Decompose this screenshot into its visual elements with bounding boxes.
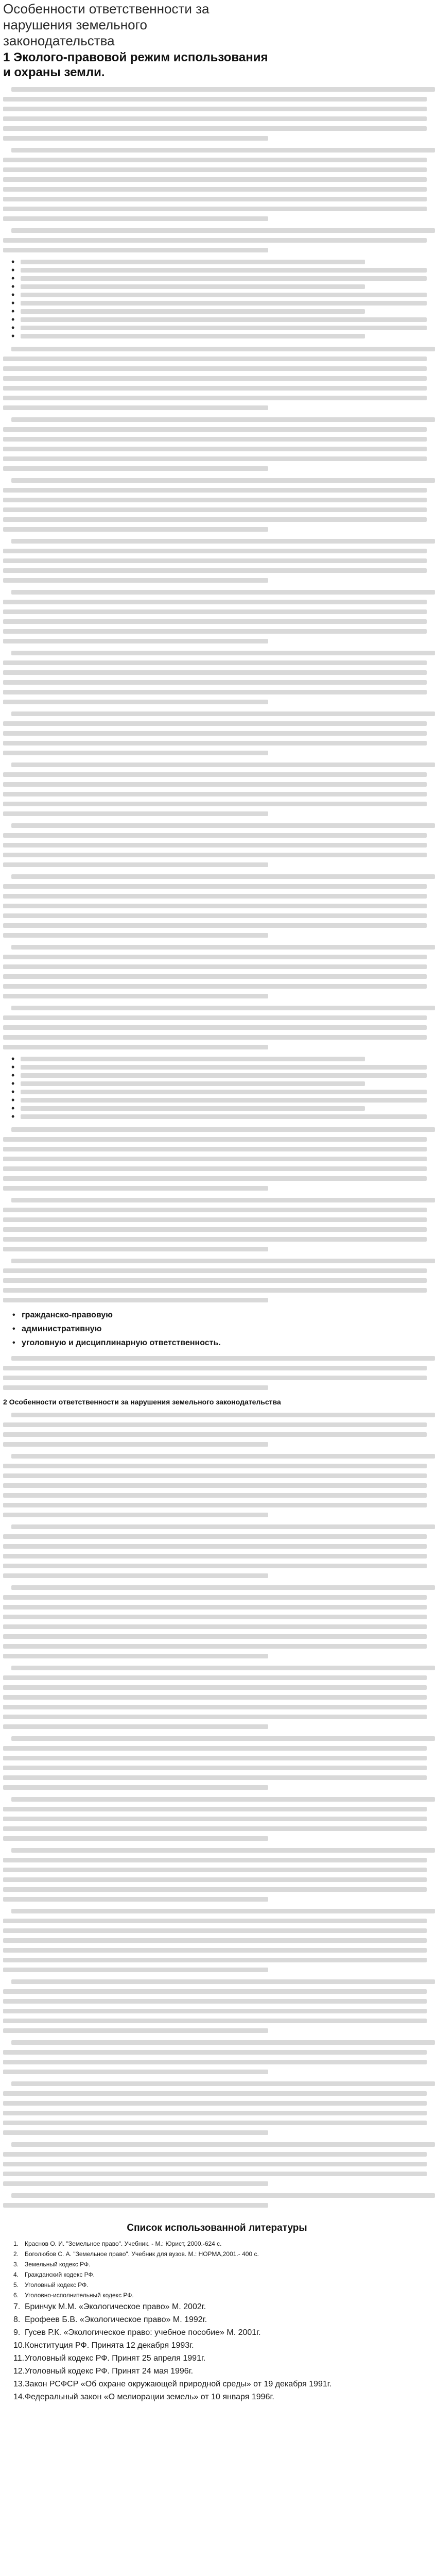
text-line-placeholder [21, 326, 427, 330]
text-line-placeholder [3, 913, 427, 918]
list-item: • административную [10, 1324, 431, 1335]
text-line-placeholder [3, 1045, 268, 1049]
text-line-placeholder [3, 1928, 427, 1933]
paragraph-placeholder [3, 1585, 431, 1658]
text-line-placeholder [3, 177, 427, 182]
text-line-placeholder [3, 1464, 427, 1468]
paragraph-placeholder [3, 651, 431, 704]
text-line-placeholder [3, 1513, 268, 1517]
reference-item: Гражданский кодекс РФ. [25, 2271, 95, 2278]
text-line-placeholder [21, 268, 427, 273]
text-line-placeholder [3, 248, 268, 252]
text-line-placeholder [3, 741, 427, 745]
text-line-placeholder [3, 1278, 427, 1283]
text-line-placeholder [11, 874, 435, 879]
text-line-placeholder [3, 1807, 427, 1811]
document-title: Особенности ответственности за нарушения земельного законодательства [3, 1, 210, 48]
text-line-placeholder [3, 2121, 427, 2125]
text-line-placeholder [11, 2081, 435, 2086]
paragraph-placeholder [3, 1736, 431, 1790]
text-line-placeholder [21, 309, 365, 314]
text-line-placeholder [3, 2181, 268, 2186]
reference-item: Закон РСФСР «Об охране окружающей природной среды» от 19 декабря 1991г. [25, 2380, 332, 2388]
text-line-placeholder [3, 158, 427, 162]
paragraph-placeholder [3, 762, 431, 816]
text-line-placeholder [3, 811, 268, 816]
text-line-placeholder [3, 1298, 268, 1302]
reference-item: Гусев Р.К. «Экологическое право: учебное пособие» М. 2001г. [25, 2328, 261, 2337]
text-line-placeholder [3, 1366, 427, 1370]
liability-types-list [10, 1310, 431, 1349]
text-line-placeholder [3, 366, 427, 371]
list-item [10, 1106, 431, 1111]
bullet-list [10, 260, 431, 338]
text-line-placeholder [21, 1090, 427, 1094]
text-line-placeholder [3, 207, 427, 211]
text-line-placeholder [3, 670, 427, 675]
text-line-placeholder [3, 187, 427, 192]
paragraph-placeholder [3, 1198, 431, 1251]
text-line-placeholder [3, 2152, 427, 2157]
text-line-placeholder [11, 651, 435, 655]
bullet-list [10, 1057, 431, 1119]
text-line-placeholder [3, 600, 427, 604]
text-line-placeholder [3, 1938, 427, 1943]
text-line-placeholder [3, 923, 427, 928]
text-line-placeholder [3, 1695, 427, 1700]
text-line-placeholder [3, 1503, 427, 1507]
text-line-placeholder [11, 1198, 435, 1202]
reference-item: Боголюбов С. А. "Земельное право". Учебник для вузов. М.: НОРМА,2001.- 400 с. [25, 2250, 259, 2258]
paragraph-placeholder [3, 1413, 431, 1447]
text-line-placeholder [21, 293, 427, 297]
list-item [10, 260, 431, 264]
text-line-placeholder [3, 2091, 427, 2096]
paragraph-placeholder [3, 945, 431, 998]
list-item [10, 276, 431, 281]
text-line-placeholder [3, 2203, 268, 2208]
paragraph-placeholder [3, 2040, 431, 2074]
list-item [10, 1081, 431, 1086]
reference-item: Бринчук М.М. «Экологическое право» М. 2002г. [25, 2302, 206, 2311]
text-line-placeholder [3, 1015, 427, 1020]
text-line-placeholder [3, 619, 427, 624]
text-line-placeholder [3, 2050, 427, 2055]
list-item [10, 334, 431, 338]
text-line-placeholder [3, 1715, 427, 1719]
paragraph-placeholder [3, 590, 431, 643]
text-line-placeholder [3, 2019, 427, 2023]
text-line-placeholder [3, 721, 427, 726]
text-line-placeholder [3, 1868, 427, 1872]
text-line-placeholder [3, 578, 268, 583]
text-line-placeholder [3, 1785, 268, 1790]
text-line-placeholder [3, 1268, 427, 1273]
text-line-placeholder [3, 97, 427, 101]
text-line-placeholder [3, 1432, 427, 1437]
text-line-placeholder [11, 1848, 435, 1853]
text-line-placeholder [3, 1176, 427, 1181]
reference-item: Ерофеев Б.В. «Экологическое право» М. 1992г. [25, 2315, 207, 2324]
list-item [10, 309, 431, 314]
paragraph-placeholder [3, 148, 431, 221]
text-line-placeholder [3, 1654, 268, 1658]
paragraph-placeholder [3, 87, 431, 141]
text-line-placeholder [21, 276, 427, 281]
text-line-placeholder [3, 1826, 427, 1831]
text-line-placeholder [3, 488, 427, 493]
text-line-placeholder [3, 437, 427, 442]
paragraph-placeholder [3, 1666, 431, 1729]
paragraph-placeholder [3, 417, 431, 471]
paragraph-placeholder [3, 711, 431, 755]
text-line-placeholder [11, 2193, 435, 2198]
text-line-placeholder [3, 2162, 427, 2166]
text-line-placeholder [21, 334, 365, 338]
text-line-placeholder [3, 116, 427, 121]
text-line-placeholder [3, 984, 427, 989]
text-line-placeholder [3, 2111, 427, 2115]
text-line-placeholder [21, 260, 365, 264]
text-line-placeholder [3, 690, 427, 694]
text-line-placeholder [3, 1897, 268, 1902]
text-line-placeholder [11, 590, 435, 595]
paragraph-placeholder [3, 2193, 431, 2208]
list-item [10, 1098, 431, 1103]
paragraph-placeholder [3, 228, 431, 252]
text-line-placeholder [11, 1736, 435, 1741]
text-line-placeholder [3, 167, 427, 172]
text-line-placeholder [11, 2040, 435, 2045]
text-line-placeholder [3, 447, 427, 451]
text-line-placeholder [3, 1237, 427, 1242]
list-item [10, 326, 431, 330]
text-line-placeholder [3, 1919, 427, 1923]
text-line-placeholder [21, 1114, 427, 1119]
text-line-placeholder [3, 498, 427, 502]
text-line-placeholder [3, 1035, 427, 1040]
list-item [10, 1065, 431, 1070]
paragraph-placeholder [3, 874, 431, 938]
paragraph-placeholder [3, 1979, 431, 2033]
text-line-placeholder [3, 1766, 427, 1770]
text-line-placeholder [3, 1208, 427, 1212]
text-line-placeholder [3, 1385, 268, 1390]
text-line-placeholder [3, 1166, 427, 1171]
text-line-placeholder [3, 1186, 268, 1191]
text-line-placeholder [3, 1775, 427, 1780]
paragraph-placeholder [3, 347, 431, 410]
list-item [10, 293, 431, 297]
text-line-placeholder [3, 772, 427, 777]
text-line-placeholder [3, 974, 427, 979]
section-heading-1: 1 Эколого-правовой режим использования [3, 50, 268, 64]
text-line-placeholder [3, 894, 427, 899]
text-line-placeholder [3, 517, 427, 522]
paragraph-placeholder [3, 2142, 431, 2186]
text-line-placeholder [3, 731, 427, 736]
text-line-placeholder [11, 1127, 435, 1132]
text-line-placeholder [21, 1106, 365, 1111]
text-line-placeholder [3, 1217, 427, 1222]
text-line-placeholder [3, 1247, 268, 1251]
text-line-placeholder [21, 1057, 365, 1061]
text-line-placeholder [3, 1877, 427, 1882]
text-line-placeholder [11, 945, 435, 950]
text-line-placeholder [3, 1817, 427, 1821]
text-line-placeholder [3, 1644, 427, 1649]
text-line-placeholder [3, 629, 427, 634]
text-line-placeholder [3, 782, 427, 787]
paragraph-placeholder [3, 1909, 431, 1972]
text-line-placeholder [11, 1666, 435, 1670]
text-line-placeholder [3, 680, 427, 685]
text-line-placeholder [3, 639, 268, 643]
paragraph-placeholder [3, 1006, 431, 1049]
text-line-placeholder [3, 1554, 427, 1558]
text-line-placeholder [3, 527, 268, 532]
text-line-placeholder [3, 107, 427, 111]
text-line-placeholder [3, 386, 427, 391]
text-line-placeholder [3, 1483, 427, 1488]
text-line-placeholder [3, 1147, 427, 1151]
text-line-placeholder [3, 1573, 268, 1578]
text-line-placeholder [3, 1564, 427, 1568]
text-line-placeholder [3, 549, 427, 553]
text-line-placeholder [3, 853, 427, 857]
text-line-placeholder [11, 1797, 435, 1802]
text-line-placeholder [3, 1227, 427, 1232]
text-line-placeholder [3, 1376, 427, 1380]
text-line-placeholder [3, 1724, 268, 1729]
text-line-placeholder [3, 197, 427, 201]
text-line-placeholder [11, 823, 435, 828]
text-line-placeholder [3, 1025, 427, 1030]
text-line-placeholder [3, 396, 427, 400]
text-line-placeholder [3, 1605, 427, 1609]
text-line-placeholder [3, 357, 427, 361]
text-line-placeholder [3, 1675, 427, 1680]
text-line-placeholder [3, 1624, 427, 1629]
text-line-placeholder [3, 1836, 268, 1841]
text-line-placeholder [21, 1098, 427, 1103]
text-line-placeholder [3, 1634, 427, 1639]
text-line-placeholder [3, 216, 268, 221]
text-line-placeholder [3, 1756, 427, 1760]
text-line-placeholder [11, 417, 435, 422]
text-line-placeholder [3, 1948, 427, 1953]
text-line-placeholder [3, 1968, 268, 1972]
text-line-placeholder [21, 317, 427, 322]
text-line-placeholder [3, 136, 268, 141]
section-heading-1-subtitle: и охраны земли. [3, 65, 105, 79]
text-line-placeholder [3, 2070, 268, 2074]
paragraph-placeholder [3, 1848, 431, 1902]
reference-item: Федеральный закон «О мелиорации земель» от 10 января 1996г. [25, 2393, 274, 2401]
text-line-placeholder [3, 507, 427, 512]
section-heading-2: 2 Особенности ответственности за нарушения земельного законодательства [3, 1398, 281, 1406]
reference-item: Уголовно-исполнительный кодекс РФ. [25, 2292, 134, 2299]
text-line-placeholder [3, 1157, 427, 1161]
text-line-placeholder [11, 1356, 435, 1361]
text-line-placeholder [3, 238, 427, 243]
text-line-placeholder [11, 2142, 435, 2147]
list-item [10, 268, 431, 273]
text-line-placeholder [21, 301, 427, 306]
references-list [13, 2240, 431, 2402]
text-line-placeholder [3, 568, 427, 573]
text-line-placeholder [3, 2172, 427, 2176]
paragraph-placeholder [3, 539, 431, 583]
text-line-placeholder [3, 1705, 427, 1709]
list-item [10, 1073, 431, 1078]
text-line-placeholder [3, 792, 427, 796]
text-line-placeholder [3, 1958, 427, 1962]
paragraph-placeholder [3, 823, 431, 867]
text-line-placeholder [3, 1746, 427, 1751]
paragraph-placeholder [3, 478, 431, 532]
text-line-placeholder [3, 126, 427, 131]
reference-item: Уголовный кодекс РФ. [25, 2281, 89, 2289]
text-line-placeholder [3, 1544, 427, 1549]
text-line-placeholder [3, 955, 427, 959]
text-line-placeholder [11, 1979, 435, 1984]
text-line-placeholder [3, 1858, 427, 1862]
section-1-body-continued [3, 1356, 431, 1390]
text-line-placeholder [11, 1413, 435, 1417]
text-line-placeholder [3, 1999, 427, 2004]
paragraph-placeholder [3, 1797, 431, 1841]
text-line-placeholder [3, 1473, 427, 1478]
text-line-placeholder [3, 904, 427, 908]
reference-item: Земельный кодекс РФ. [25, 2261, 91, 2268]
list-item [10, 301, 431, 306]
text-line-placeholder [11, 1909, 435, 1913]
text-line-placeholder [11, 711, 435, 716]
list-item [10, 1057, 431, 1061]
section-1-body [3, 87, 431, 1302]
text-line-placeholder [3, 609, 427, 614]
list-item [10, 1090, 431, 1094]
paragraph-placeholder [3, 1356, 431, 1390]
text-line-placeholder [3, 1685, 427, 1690]
text-line-placeholder [3, 1989, 427, 1994]
text-line-placeholder [3, 933, 268, 938]
text-line-placeholder [21, 1073, 427, 1078]
text-line-placeholder [3, 427, 427, 432]
paragraph-placeholder [3, 1524, 431, 1578]
text-line-placeholder [3, 1595, 427, 1600]
list-item [10, 284, 431, 289]
text-line-placeholder [3, 2101, 427, 2106]
text-line-placeholder [3, 1493, 427, 1498]
reference-item: Уголовный кодекс РФ. Принят 24 мая 1996г. [25, 2367, 194, 2376]
text-line-placeholder [3, 1534, 427, 1539]
text-line-placeholder [3, 1137, 427, 1142]
text-line-placeholder [3, 833, 427, 838]
text-line-placeholder [11, 228, 435, 233]
paragraph-placeholder [3, 1454, 431, 1517]
paragraph-placeholder [3, 1259, 431, 1302]
text-line-placeholder [3, 964, 427, 969]
text-line-placeholder [3, 2028, 268, 2033]
text-line-placeholder [21, 1081, 365, 1086]
list-item: • уголовную и дисциплинарную ответственность. [10, 1337, 431, 1349]
text-line-placeholder [3, 2130, 268, 2135]
list-item [10, 1114, 431, 1119]
paragraph-placeholder [3, 1127, 431, 1191]
text-line-placeholder [3, 1288, 427, 1293]
text-line-placeholder [3, 2060, 427, 2064]
text-line-placeholder [3, 884, 427, 889]
text-line-placeholder [11, 1454, 435, 1459]
text-line-placeholder [21, 284, 365, 289]
text-line-placeholder [3, 376, 427, 381]
text-line-placeholder [3, 660, 427, 665]
section-2-body [3, 1413, 431, 2208]
paragraph-placeholder [3, 2081, 431, 2135]
reference-item: Конституция РФ. Принята 12 декабря 1993г. [25, 2341, 194, 2350]
text-line-placeholder [3, 1442, 268, 1447]
text-line-placeholder [3, 558, 427, 563]
reference-item: Краснов О. И. "Земельное право". Учебник. - М.: Юрист, 2000.-624 с. [25, 2240, 222, 2247]
text-line-placeholder [3, 1422, 427, 1427]
text-line-placeholder [3, 843, 427, 848]
text-line-placeholder [21, 1065, 427, 1070]
list-item [10, 317, 431, 322]
reference-item: Уголовный кодекс РФ. Принят 25 апреля 1991г. [25, 2354, 206, 2363]
text-line-placeholder [11, 1006, 435, 1010]
text-line-placeholder [11, 87, 435, 92]
text-line-placeholder [3, 700, 268, 704]
text-line-placeholder [11, 539, 435, 544]
list-item: • гражданско-правовую [10, 1310, 431, 1321]
references-title: Список использованной литературы [127, 2223, 307, 2233]
text-line-placeholder [3, 1615, 427, 1619]
text-line-placeholder [11, 762, 435, 767]
text-line-placeholder [3, 466, 268, 471]
text-line-placeholder [11, 1524, 435, 1529]
text-line-placeholder [3, 1887, 427, 1892]
text-line-placeholder [3, 994, 268, 998]
text-line-placeholder [3, 751, 268, 755]
text-line-placeholder [11, 1585, 435, 1590]
text-line-placeholder [3, 2009, 427, 2013]
text-line-placeholder [3, 405, 268, 410]
text-line-placeholder [11, 478, 435, 483]
text-line-placeholder [11, 1259, 435, 1263]
text-line-placeholder [3, 802, 427, 806]
text-line-placeholder [11, 347, 435, 351]
text-line-placeholder [3, 456, 427, 461]
text-line-placeholder [11, 148, 435, 152]
text-line-placeholder [3, 862, 268, 867]
